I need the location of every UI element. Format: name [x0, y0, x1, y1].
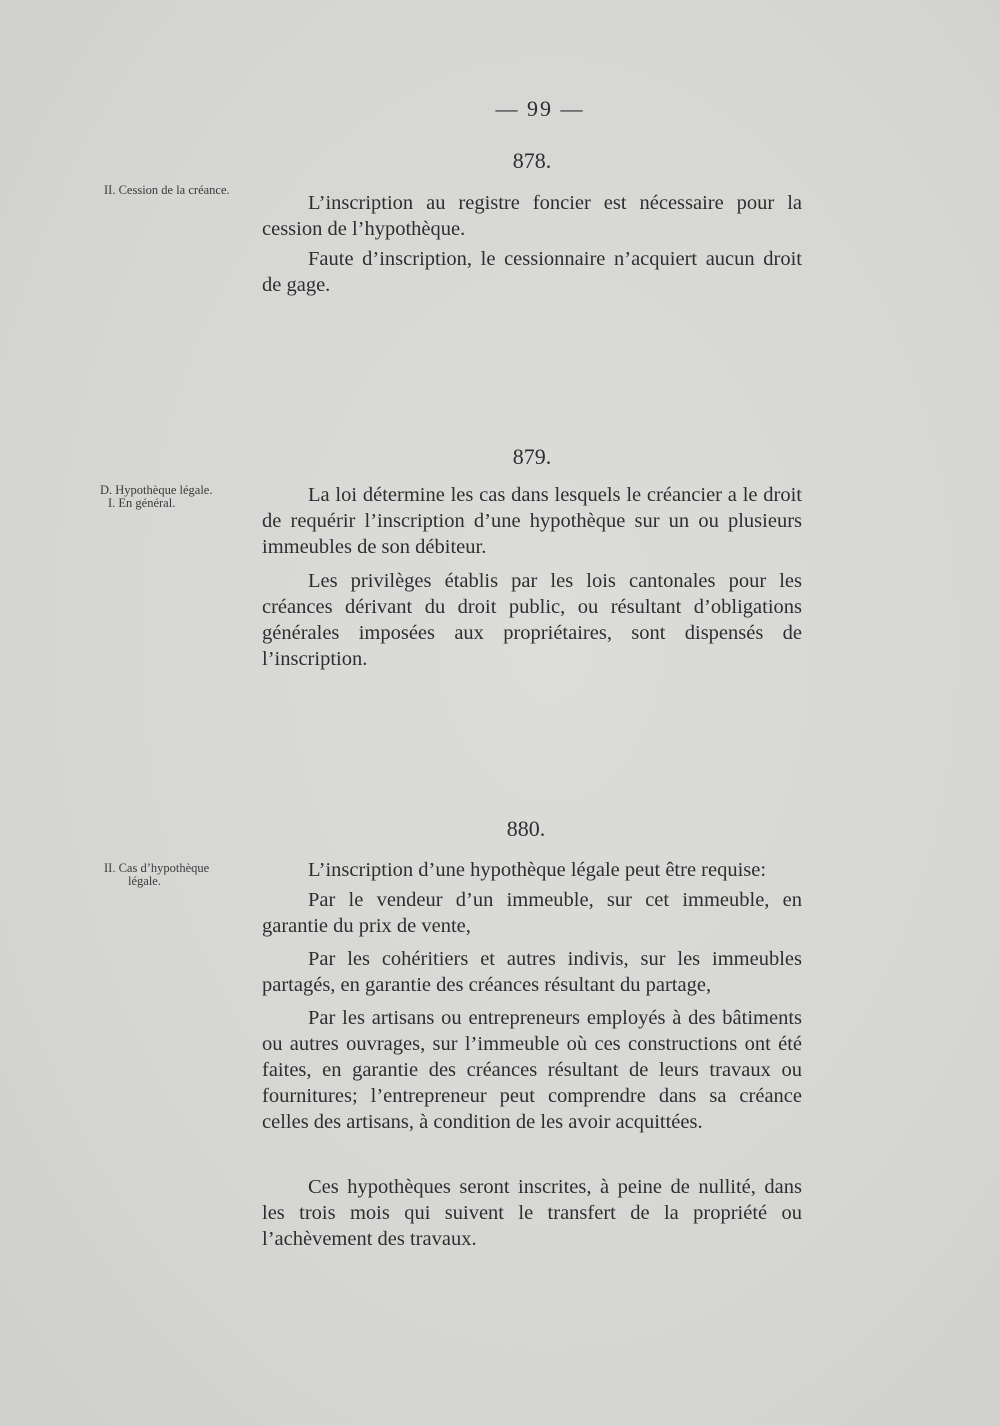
- page-number: — 99 —: [495, 96, 585, 121]
- article-880-paragraph-3: Par les cohéritiers et autres indivis, sur les immeubles partagés, en garantie des créances résultant du partage,: [262, 948, 802, 996]
- margin-note-line: II. Cession de la créance.: [104, 183, 230, 197]
- article-879-paragraph-1: La loi détermine les cas dans lesquels le créancier a le droit de requérir l’inscription d’une hypothèque sur un ou plusieurs immeubles de son débiteur.: [262, 484, 802, 558]
- article-880-paragraph-4: Par les artisans ou entrepreneurs employés à des bâtiments ou autres ouvrages, sur l’immeuble où ces constructions ont été faites, en garantie des créances résultant de leurs travaux ou fournitures; l’entrepreneur peut comprendre dans sa créance celles des artisans, à condition de les avoir acquittées.: [262, 1007, 802, 1133]
- margin-note-line: II. Cas d’hypothèque: [104, 861, 210, 875]
- article-878-paragraph-2: Faute d’inscription, le cessionnaire n’acquiert aucun droit de gage.: [262, 248, 802, 296]
- article-number-880: 880.: [506, 816, 546, 841]
- article-number-878: 878.: [512, 148, 552, 173]
- margin-note-line: D. Hypothèque légale.: [100, 483, 213, 497]
- margin-note-880: [104, 862, 274, 888]
- article-879-paragraph-2: Les privilèges établis par les lois cantonales pour les créances dérivant du droit public, ou résultant d’obligations générales imposées aux propriétaires, sont dispensés de l’inscription.: [262, 570, 802, 670]
- margin-note-line: légale.: [128, 874, 161, 888]
- article-880-paragraph-2: Par le vendeur d’un immeuble, sur cet immeuble, en garantie du prix de vente,: [262, 889, 802, 937]
- article-number-879: 879.: [512, 444, 552, 469]
- article-878-paragraph-1: L’inscription au registre foncier est nécessaire pour la cession de l’hypothèque.: [262, 192, 802, 240]
- margin-note-879: [100, 484, 270, 510]
- margin-note-878: [104, 184, 274, 197]
- article-880-paragraph-1: L’inscription d’une hypothèque légale peut être requise:: [308, 859, 767, 881]
- article-880-paragraph-5: Ces hypothèques seront inscrites, à peine de nullité, dans les trois mois qui suivent le transfert de la propriété ou l’achèvement des travaux.: [262, 1176, 802, 1250]
- margin-note-line: I. En général.: [108, 496, 176, 510]
